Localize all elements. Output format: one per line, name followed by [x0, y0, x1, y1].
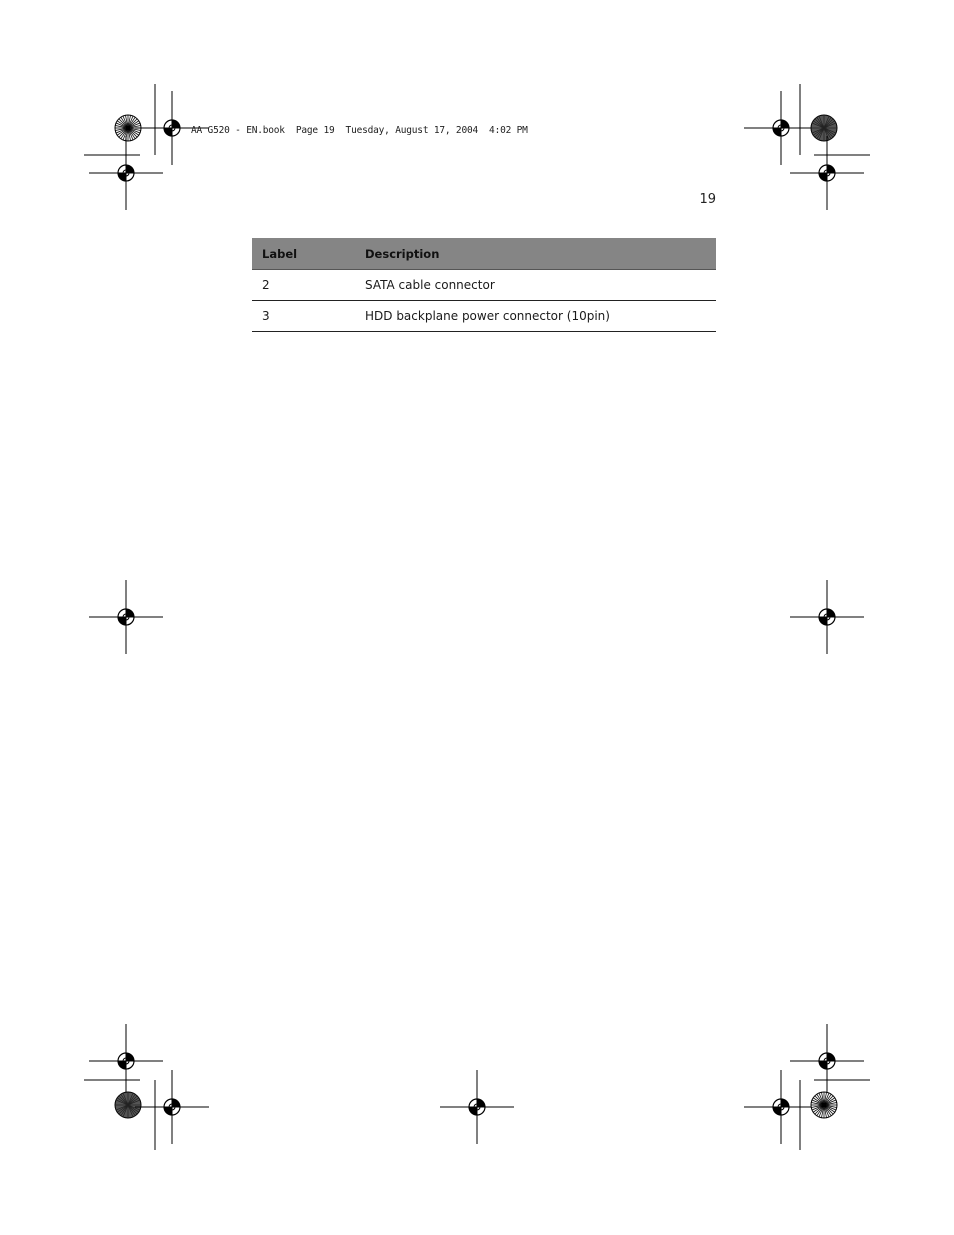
registration-mark-icon: [89, 1024, 163, 1098]
registration-mark-icon: [790, 136, 864, 210]
label-description-table: [252, 238, 716, 332]
registration-mark-icon: [790, 580, 864, 654]
row-label: 3: [252, 301, 355, 332]
registration-mark-icon: [89, 136, 163, 210]
color-bar-star-icon: [811, 115, 837, 141]
registration-mark-icon: [89, 580, 163, 654]
row-description: SATA cable connector: [355, 270, 716, 301]
registration-mark-icon: [135, 1070, 209, 1144]
color-bar-star-icon: [811, 1092, 837, 1118]
registration-mark-icon: [440, 1070, 514, 1144]
row-description: HDD backplane power connector (10pin): [355, 301, 716, 332]
table-row: [252, 301, 716, 332]
registration-mark-icon: [790, 1024, 864, 1098]
color-bar-star-icon: [115, 1092, 141, 1118]
registration-mark-icon: [744, 91, 818, 165]
table-row: [252, 270, 716, 301]
table-header-row: [252, 238, 716, 270]
page-number: 19: [699, 192, 716, 207]
row-label: 2: [252, 270, 355, 301]
print-header: AA G520 - EN.book Page 19 Tuesday, August 17, 2004 4:02 PM: [191, 125, 528, 136]
column-header-label: Label: [252, 238, 355, 270]
column-header-description: Description: [355, 238, 716, 270]
registration-mark-icon: [744, 1070, 818, 1144]
